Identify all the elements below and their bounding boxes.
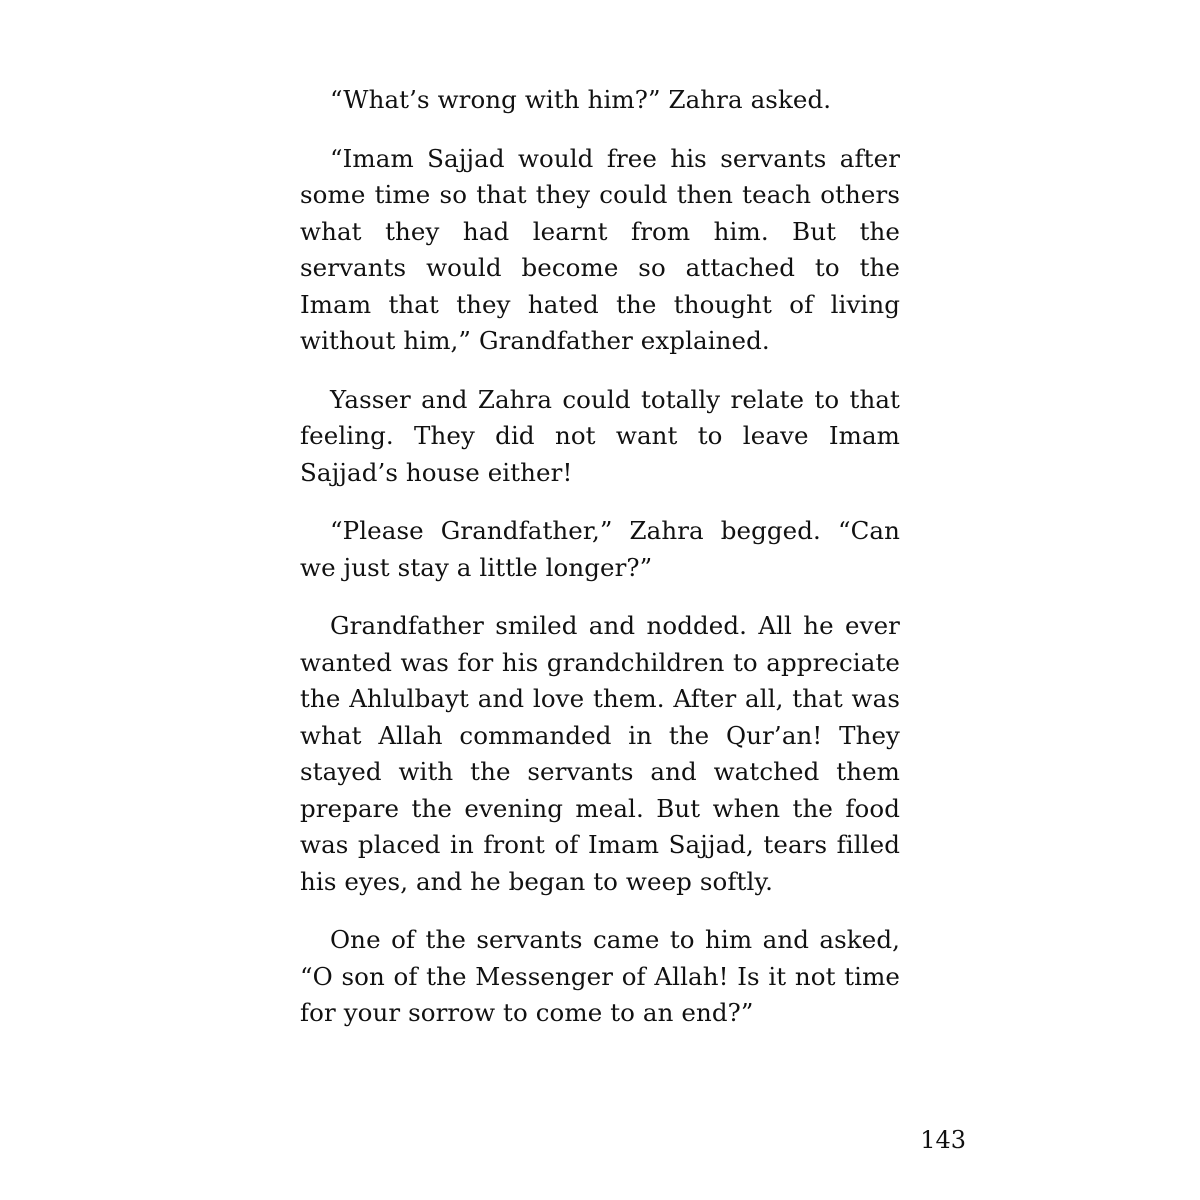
paragraph-grandfather-smiles: Grandfather smiled and nodded. All he ever wanted was for his grandchildren to appreciate the Ahlulbayt and love them. After all, that was what Allah commanded in the Qur’an! They stayed with the servants and watched them prepare the evening meal. But when the food was placed in front of Imam Sajjad, tears filled his eyes, and he began to weep softly. (300, 611, 900, 896)
body-text (300, 82, 900, 1054)
paragraph-zahra-begs: “Please Grandfather,” Zahra begged. “Can we just stay a little longer?” (300, 516, 900, 582)
page-number: 143 (920, 1126, 966, 1154)
paragraph-zahra-question: “What’s wrong with him?” Zahra asked. (330, 85, 832, 114)
paragraph-grandfather-explains: “Imam Sajjad would free his servants after some time so that they could then teach others what they had learnt from him. But the servants would become so attached to the Imam that they hated the thought of living without him,” Grandfather explained. (300, 143, 900, 355)
paragraph-yasser-zahra-feeling: Yasser and Zahra could totally relate to that feeling. They did not want to leave Imam Sajjad’s house either! (300, 384, 900, 487)
paragraph-servant-asks: One of the servants came to him and asked, “O son of the Messenger of Allah! Is it not time for your sorrow to come to an end?” (300, 925, 900, 1027)
